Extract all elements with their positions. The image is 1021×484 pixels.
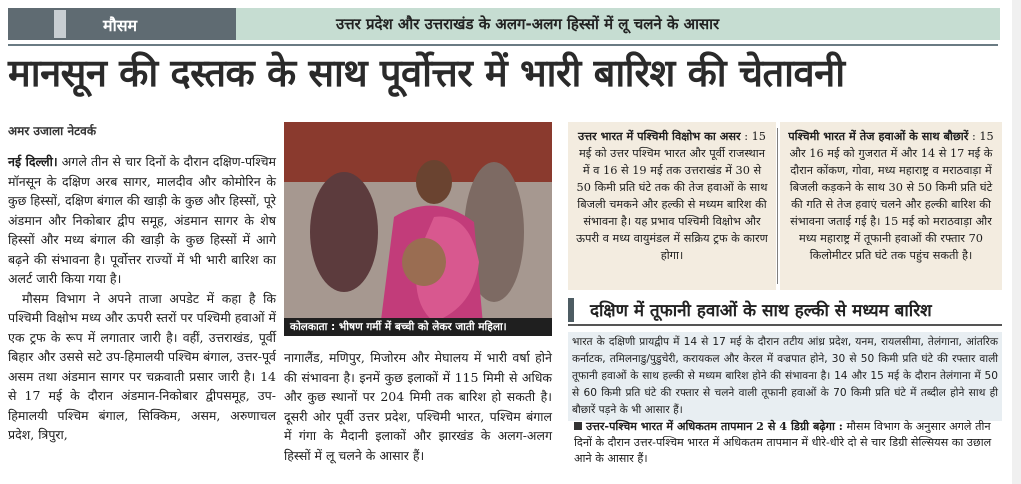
section-tag-notch (54, 10, 80, 38)
left-column (8, 152, 276, 445)
box-divider (777, 128, 778, 284)
photo-caption: कोलकाता : भीषण गर्मी में बच्ची को लेकर जाती महिला। (284, 318, 552, 336)
strap-headline: उत्तर प्रदेश और उत्तराखंड के अलग-अलग हिस्सों में लू चलने के आसार (236, 8, 1000, 40)
south-title: दक्षिण में तूफानी हवाओं के साथ हल्की से मध्यम बारिश (590, 301, 932, 321)
left-paragraph-1 (8, 152, 276, 289)
west-india-text: : 15 और 16 मई को गुजरात में और 14 से 17 मई के दौरान कोंकण, गोवा, मध्य महाराष्ट्र व मराठवाड़ा में बिजली कड़कने के साथ 30 से 50 किमी प्रति घंटे की गति से तेज हवाएं चलने और हल्की बारिश की संभावना जताई गई है। 15 मई को मराठवाड़ा और मध्य महाराष्ट्र में तूफानी हवाओं की रफ्तार 70 किलोमीटर प्रति घंटे तक पहुंच सकती है। (789, 130, 994, 262)
byline: अमर उजाला नेटवर्क (8, 124, 97, 138)
north-india-text: : 15 मई को उत्तर पश्चिम भारत और पूर्वी राजस्थान में व 16 से 19 मई तक उत्तराखंड में 30 से 50 किमी प्रति घंटे तक की तेज हवाओं के साथ बिजली चमकने और हल्की से मध्यम बारिश की संभावना है। यह प्रभाव पश्चिमी विक्षोभ और ऊपरी व मध्य वायुमंडल में सक्रिय ट्रफ के कारण होगा। (576, 130, 768, 262)
section-strip (0, 8, 1012, 42)
temperature-note-heading: उत्तर-पश्चिम भारत में अधिकतम तापमान 2 से 4 डिग्री बढ़ेगा : (586, 419, 843, 433)
temperature-note-text: मौसम विभाग के अनुसार अगले तीन दिनों के दौरान उत्तर-पश्चिम भारत में अधिकतम तापमान में धीरे-धीरे दो से चार डिग्री सेल्सियस का उछाल आने के आसार हैं। (574, 420, 992, 465)
main-headline: मानसून की दस्तक के साथ पूर्वोत्तर में भारी बारिश की चेतावनी (8, 51, 845, 95)
north-india-box (568, 122, 776, 290)
south-body: भारत के दक्षिणी प्रायद्वीप में 14 से 17 मई के दौरान तटीय आंध्र प्रदेश, यनम, रायलसीमा, तेलंगाना, आंतरिक कर्नाटक, तमिलनाडु/पुडुचेरी, करायकल और केरल में वज्रपात होने, 30 से 50 किमी प्रति घंटे की रफ्तार वाली तूफानी हवाओं के साथ हल्की से मध्यम बारिश होने की संभावना है। 14 और 15 मई के दौरान तेलंगाना में 50 से 60 किमी प्रति घंटे की रफ्तार से चलने वाली तूफानी हवाओं के 70 किमी प्रति घंटे में तब्दील होने साथ ही बौछारें पड़ने के भी आसार हैं। (568, 332, 1002, 421)
south-divider (568, 324, 1002, 326)
section-tag: मौसम (8, 8, 236, 40)
middle-column-text: नागालैंड, मणिपुर, मिजोरम और मेघालय में भारी वर्षा होने की संभावना है। इनमें कुछ इलाकों में 115 मिमी से अधिक और कुछ स्थानों पर 204 मिमी तक बारिश हो सकती है। दूसरी ओर पूर्वी उत्तर प्रदेश, पश्चिमी भारत, पश्चिम बंगाल में गंगा के मैदानी इलाकों और झारखंड के अलग-अलग हिस्सों में लू चलने के आसार हैं। (284, 350, 552, 463)
page-edge (1012, 0, 1021, 484)
west-india-heading: पश्चिमी भारत में तेज हवाओं के साथ बौछारें (788, 129, 969, 143)
left-text-1: अगले तीन से चार दिनों के दौरान दक्षिण-पश्चिम मॉनसून के दक्षिण अरब सागर, मालदीव और कोमोरिन के कुछ हिस्सों, दक्षिण बंगाल की खाड़ी के कुछ और हिस्सों, पूरे अंडमान और निकोबार द्वीप समूह, अंडमान सागर के शेष हिस्सों और मध्य बंगाल की खाड़ी के कुछ हिस्सों में आगे बढ़ने की संभावना है। पूर्वोत्तर राज्यों में भी भारी बारिश का अलर्ट जारी किया गया है। (8, 154, 277, 286)
west-india-box (780, 122, 1002, 290)
news-photo (284, 122, 552, 336)
photo-illustration (284, 122, 552, 336)
square-bullet-icon (574, 422, 582, 430)
south-section (568, 296, 1002, 470)
dateline: नई दिल्ली। (8, 154, 58, 169)
north-india-heading: उत्तर भारत में पश्चिमी विक्षोभ का असर (578, 129, 741, 143)
temperature-note (568, 418, 1002, 467)
left-paragraph-2: मौसम विभाग ने अपने ताजा अपडेट में कहा है कि पश्चिमी विक्षोभ मध्य और ऊपरी स्तरों पर पश्चिमी हवाओं में एक ट्रफ के रूप में लगातार जारी है। वहीं, उत्तराखंड, पूर्वी बिहार और उससे सटे उप-हिमालयी पश्चिम बंगाल, उत्तर-पूर्व असम तथा अंडमान सागर पर चक्रवाती प्रसार जारी है। 14 से 17 मई के दौरान अंडमान-निकोबार द्वीपसमूह, उप-हिमालयी पश्चिम बंगाल, सिक्किम, असम, अरुणाचल प्रदेश, त्रिपुरा, (8, 290, 276, 442)
south-title-marker (568, 298, 574, 322)
